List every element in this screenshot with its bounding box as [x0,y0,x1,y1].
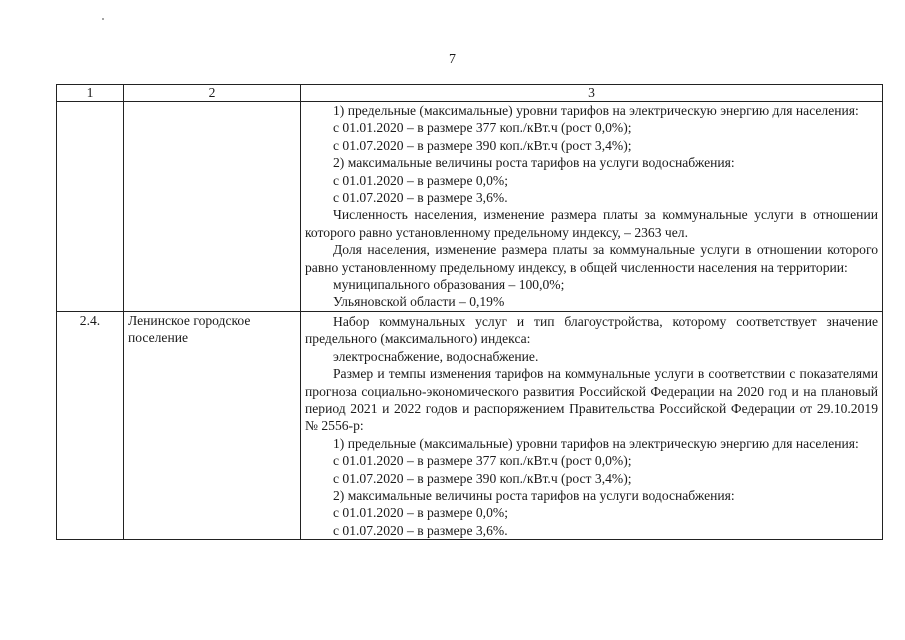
paragraph: с 01.01.2020 – в размере 377 коп./кВт.ч (рост 0,0%); [333,453,632,469]
tariff-table [56,84,883,540]
municipality-name: Ленинское городское поселение [124,311,301,539]
municipality-name [124,102,301,312]
row-number [57,102,124,312]
paragraph: Доля населения, изменение размера платы за коммунальные услуги в отношении которого равно установленному предельному индексу, в общей численности населения на территории: [305,242,878,275]
table-row [57,311,883,539]
paragraph: Набор коммунальных услуг и тип благоустройства, которому соответствует значение предельного (максимального) индекса: [305,313,878,347]
scan-speck [102,18,104,20]
paragraph: Размер и темпы изменения тарифов на коммунальные услуги в соответствии с показателями прогноза социально-экономического развития Российской Федерации на 2020 год и на плановый период 2021 и 2022 годов и распоряжением Правительства Российской Федерации от 29.10.2019 № 2556-р: [305,366,878,434]
paragraph: электроснабжение, водоснабжение. [333,348,539,364]
paragraph: с 01.07.2020 – в размере 3,6%. [333,190,508,206]
paragraph: с 01.07.2020 – в размере 390 коп./кВт.ч (рост 3,4%); [333,137,632,153]
column-header-1: 1 [57,85,124,102]
paragraph: 2) максимальные величины роста тарифов на услуги водоснабжения: [333,487,735,503]
paragraph: с 01.01.2020 – в размере 0,0%; [333,505,508,521]
column-header-2: 2 [124,85,301,102]
paragraph: с 01.01.2020 – в размере 377 коп./кВт.ч (рост 0,0%); [333,120,632,136]
row-number: 2.4. [57,311,124,539]
column-header-3: 3 [301,85,883,102]
paragraph: 1) предельные (максимальные) уровни тарифов на электрическую энергию для населения: [333,103,859,118]
table-row [57,102,883,312]
table-header-row [57,85,883,102]
paragraph: муниципального образования – 100,0%; [333,277,565,293]
paragraph: с 01.01.2020 – в размере 0,0%; [333,172,508,188]
paragraph: Численность населения, изменение размера платы за коммунальные услуги в отношении которого равно установленному предельному индексу, – 2363 чел. [305,207,878,240]
row-description [301,102,883,312]
paragraph: Ульяновской области – 0,19% [333,294,505,310]
paragraph: с 01.07.2020 – в размере 3,6%. [333,522,508,538]
page-number: 7 [449,52,456,67]
paragraph: 2) максимальные величины роста тарифов на услуги водоснабжения: [333,155,735,171]
paragraph: с 01.07.2020 – в размере 390 коп./кВт.ч (рост 3,4%); [333,470,632,486]
paragraph: 1) предельные (максимальные) уровни тарифов на электрическую энергию для населения: [333,435,859,451]
row-description [301,311,883,539]
